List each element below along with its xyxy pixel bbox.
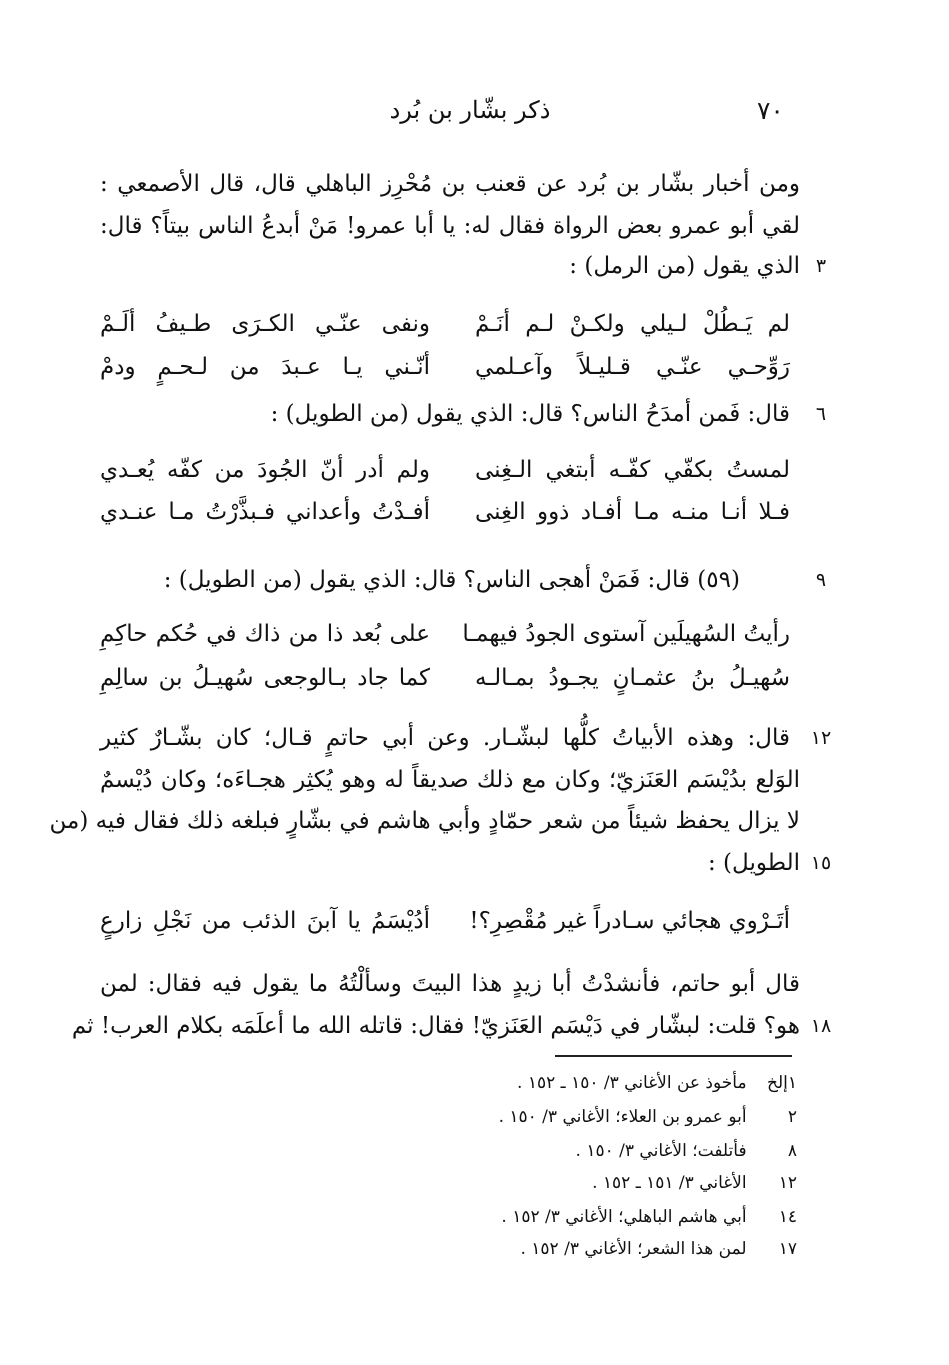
verse-hemistich-right: فـلا أنـا منـه مـا أفـاد ذوو الغِنى — [475, 499, 790, 525]
footnote — [499, 1104, 797, 1130]
text-line: قال: فَمن أمدَحُ الناس؟ قال: الذي يقول (من الطويل) : — [270, 401, 790, 427]
text-line: الطويل) : — [708, 850, 800, 876]
footnote-number: ٢ — [787, 1107, 797, 1127]
verse-hemistich-left: كما جاد بـالوجعى سُهيـلُ بن سالِمِ — [100, 665, 430, 691]
line-number: ٩ — [815, 569, 827, 591]
page-number: ٧٠ — [757, 96, 784, 125]
footnote-text: أبي هاشم الباهلي؛ الأغاني ٣/ ١٥٢ . — [501, 1207, 747, 1227]
footnote-number: ١٢ — [778, 1173, 797, 1193]
verse-hemistich-right: أتَـرْوي هجائي سـادراً غير مُقْصِرِ؟! — [469, 908, 790, 934]
footnote-text: الأغاني ٣/ ١٥١ ـ ١٥٢ . — [592, 1173, 747, 1193]
verse-hemistich-right: لمستُ بكفّي كفّـه أبتغي الـغِنى — [475, 457, 790, 483]
text-line: الوَلع بدُيْسَم العَنَزيّ؛ وكان مع ذلك صديقاً له وهو يُكثِر هجـاءَه؛ وكان دُيْسمٌ — [100, 767, 800, 793]
verse-hemistich-left: أفـدْتُ وأعداني فـبذَّرْتُ مـا عنـدي — [100, 499, 430, 525]
verse-hemistich-left: أنّـني يـا عـبدَ من لـحـمٍ ودمْ — [100, 354, 430, 380]
line-number: ٣ — [815, 255, 827, 277]
footnote-text: لمن هذا الشعر؛ الأغاني ٣/ ١٥٢ . — [520, 1239, 747, 1259]
text-line: هو؟ قلت: لبشّار في دَيْسَم العَنَزيّ! فقال: قاتله الله ما أعلَمَه بكلام العرب! ثم — [71, 1013, 800, 1039]
footnote — [576, 1138, 797, 1164]
verse-hemistich-right: رأيتُ السُهيلَين آستوى الجودُ فيهمـا — [462, 621, 790, 647]
text-line: ومن أخبار بشّار بن بُرد عن قعنب بن مُحْرِز الباهلي قال، قال الأصمعي : — [100, 171, 800, 197]
verse-hemistich-left: ونفى عنّـي الكـرَى طـيفُ ألَـمْ — [100, 311, 430, 337]
line-number: ٦ — [815, 403, 827, 425]
footnote-number: ١٤ — [778, 1207, 797, 1227]
footnote-number: ٨ — [787, 1141, 797, 1161]
footnote-text: مأخوذ عن الأغاني ٣/ ١٥٠ ـ ١٥٢ . — [517, 1073, 747, 1093]
footnote — [520, 1236, 797, 1262]
text-line: قال: وهذه الأبياتُ كلُّها لبشّـار. وعن أبي حاتمٍ قـال؛ كان بشّـارٌ كثير — [100, 725, 790, 751]
line-number: ١٨ — [810, 1015, 832, 1037]
text-line: لا يزال يحفظ شيئاً من شعر حمّادٍ وأبي هاشم في بشّارٍ فبلغه ذلك فقال فيه (من — [49, 808, 800, 834]
footnote-text: فأتلفت؛ الأغاني ٣/ ١٥٠ . — [575, 1141, 747, 1161]
verse-hemistich-right: سُهيـلُ بنُ عثمـانٍ يجـودُ بمـالـه — [475, 665, 790, 691]
verse-hemistich-left: ولم أدر أنّ الجُودَ من كفّه يُعـدي — [100, 457, 430, 483]
verse-hemistich-left: على بُعد ذا من ذاك في حُكم حاكِمِ — [100, 621, 430, 647]
footnote-number: ١إلخ — [766, 1073, 797, 1093]
text-line: الذي يقول (من الرمل) : — [569, 253, 800, 279]
text-line: قال أبو حاتم، فأنشدْتُ أبا زيدٍ هذا البيتَ وسألْتُهُ ما يقول فيه فقال: لمن — [100, 971, 800, 997]
footnote — [501, 1204, 797, 1230]
line-number: ١٢ — [810, 727, 832, 749]
footnote — [517, 1070, 797, 1096]
text-line: (٥٩) قال: فَمَنْ أهجى الناس؟ قال: الذي يقول (من الطويل) : — [163, 567, 740, 593]
verse-hemistich-right: لم يَـطُلْ لـيلي ولكـنْ لـم أنَـمْ — [475, 311, 790, 337]
footnote — [592, 1170, 797, 1196]
verse-hemistich-left: أدُيْسَمُ يا آبنَ الذئب من نَجْلِ زارعٍ — [100, 908, 430, 934]
running-header-title: ذكر بشّار بن بُرد — [389, 96, 551, 124]
text-line: لقي أبو عمرو بعض الرواة فقال له: يا أبا عمرو! مَنْ أبدعُ الناس بيتاً؟ قال: — [100, 213, 800, 239]
footnote-separator — [555, 1055, 792, 1057]
verse-hemistich-right: رَوِّحـي عنّـي قـليـلاً وآعـلمي — [475, 354, 790, 380]
line-number: ١٥ — [810, 852, 832, 874]
footnote-number: ١٧ — [778, 1239, 797, 1259]
footnote-text: أبو عمرو بن العلاء؛ الأغاني ٣/ ١٥٠ . — [498, 1107, 747, 1127]
